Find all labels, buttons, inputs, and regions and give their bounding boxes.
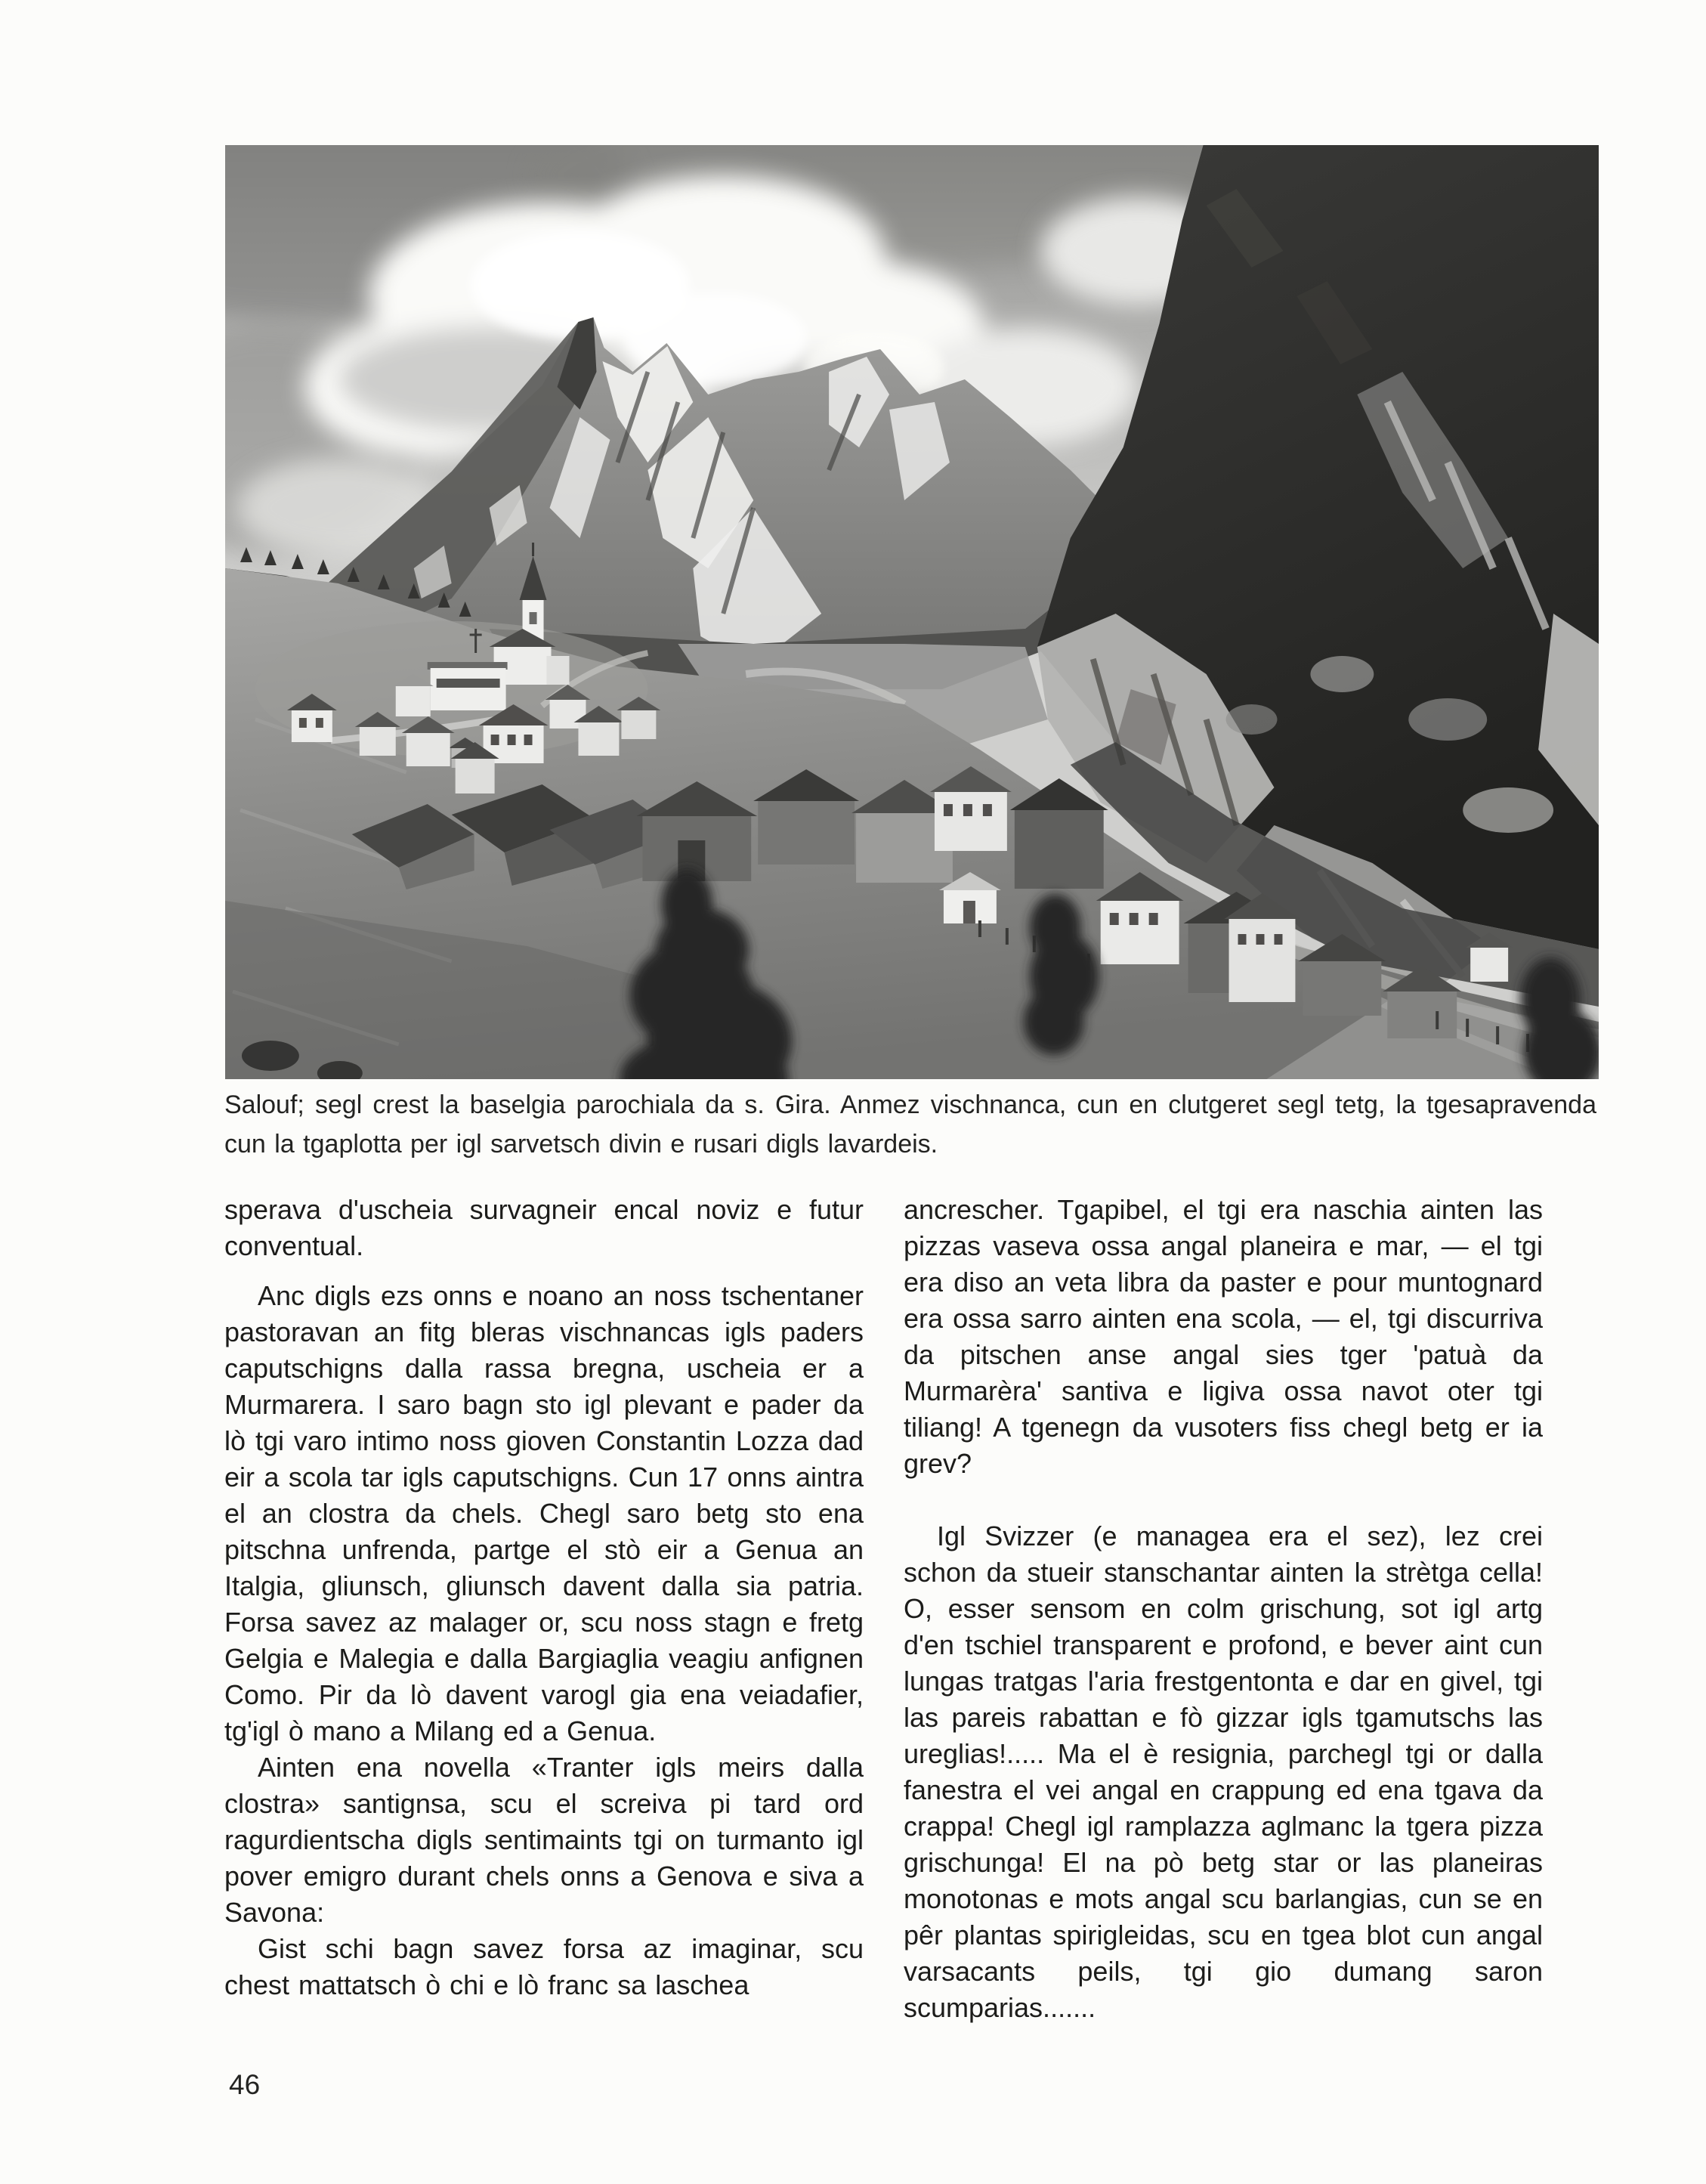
paragraph: ancrescher. Tgapibel, el tgi era naschia ainten las pizzas vaseva ossa angal planeira e mar, — el tgi era diso an veta libra da paster e pour muntognard era ossa sarro ainten ena scola, — el, tgi discurriva da pitschen anse angal sies tger 'patuà da Murmarèra' santiva e ligiva ossa navot oter tgi tiliang! A tgenegn da vusoters fiss chegl betg er ia grev? bbox=[904, 1194, 1543, 1479]
paragraph: sperava d'uscheia survagneir encal noviz e futur conventual. bbox=[224, 1194, 864, 1261]
paragraph: Igl Svizzer (e managea era el sez), lez crei schon da stueir stanschantar ainten la strètga cella! O, esser sensom en colm grischung, sot igl artg d'en tschiel transparent e profond, e bever aint cun lungas tratgas l'aria frestgentonta e dar en givel, tgi las pareis rabattan e fò gizzar igls tgamutschs las ureglias!..... Ma el è resignia, parchegl tgi or dalla fanestra el vei angal en crappung ed ena tgava da crappa! Chegl igl ramplazza aglmanc la tgera pizza grischunga! El na pò betg star or las planeiras monotonas e mots angal scu barlangias, cun se en pêr plantas spirigleidas, scu en tgea blot cun angal varsacants peils, tgi gio dumang saron scumparias....... bbox=[904, 1520, 1543, 2023]
paragraph: Gist schi bagn savez forsa az imaginar, scu chest mattatsch ò chi e lò franc sa laschea bbox=[224, 1933, 864, 2000]
photo-salouf-village bbox=[225, 145, 1599, 1079]
photo-caption: Salouf; segl crest la baselgia parochiala da s. Gira. Anmez vischnanca, cun en clutgeret segl tetg, la tgesapravenda cun la tgaplotta per igl sarvetsch divin e rusari digls lavardeis. bbox=[224, 1090, 1596, 1159]
text-column-left bbox=[224, 1192, 864, 2003]
page-number: 46 bbox=[229, 2069, 261, 2100]
paragraph: Anc digls ezs onns e noano an noss tschentaner pastoravan an fitg bleras vischnancas igls paders caputschigns dalla rassa bregna, uscheia er a Murmarera. I saro bagn sto igl plevant e pader da lò tgi varo intimo noss gioven Constantin Lozza dad eir a scola tar igls caputschigns. Cun 17 onns aintra el an clostra da chels. Chegl saro betg sto ena pitschna unfrenda, partge el stò eir a Genua an Italgia, gliunsch, gliunsch davent dalla sia patria. Forsa savez az malager or, scu noss stagn e fretg Gelgia e Malegia e dalla Bargiaglia veagiu anfignen Como. Pir da lò davent varogl gia ena veiadafier, tg'igl ò mano a Milang ed a Genua. bbox=[224, 1280, 864, 1746]
text-column-right bbox=[904, 1192, 1543, 2026]
paragraph: Ainten ena novella «Tranter igls meirs dalla clostra» santignsa, scu el screiva pi tard ord ragurdientscha digls sentimaints tgi on turmanto igl pover emigro durant chels onns a Genova e siva a Savona: bbox=[224, 1752, 864, 1928]
photo-illustration bbox=[225, 145, 1599, 1079]
